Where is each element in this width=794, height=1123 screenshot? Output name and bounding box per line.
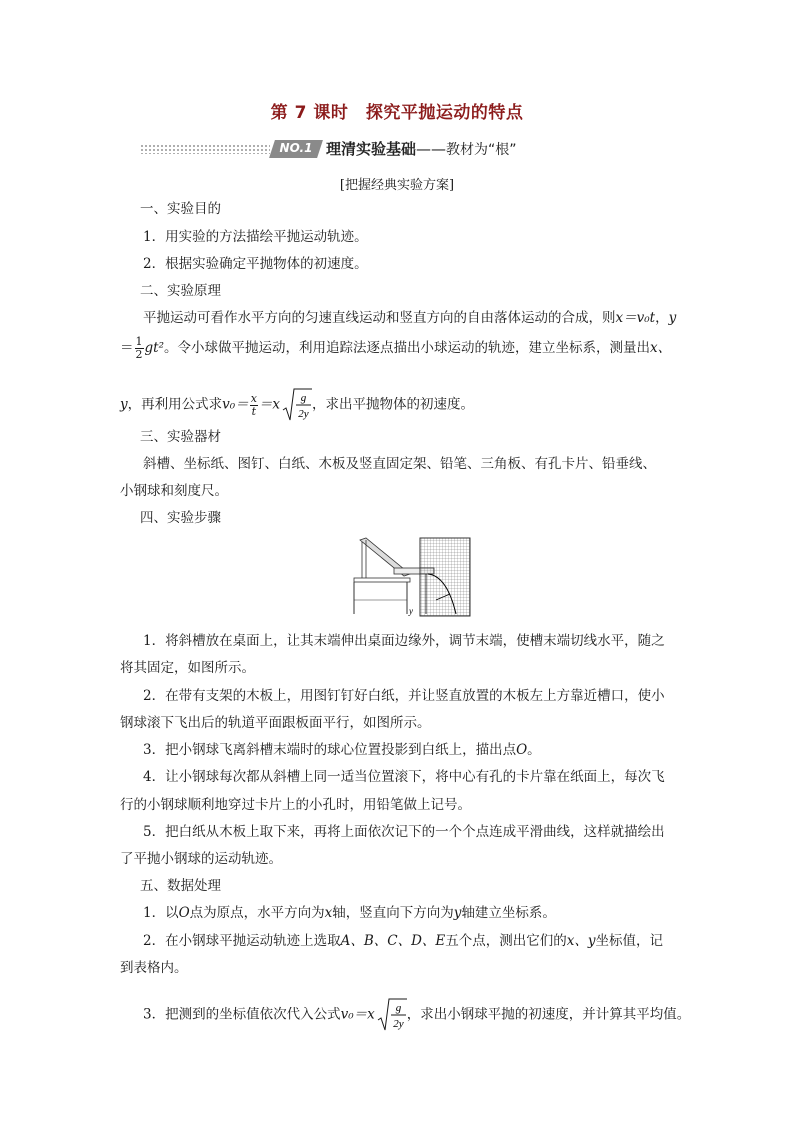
step-4-line-1: 4．让小钢球每次都从斜槽上同一适当位置滚下，将中心有孔的卡片靠在纸面上，每次飞 (143, 769, 665, 785)
figure-y-label: y (409, 606, 413, 616)
equipment-line-2: 小钢球和刻度尺。 (120, 483, 228, 499)
apparatus-figure (352, 534, 474, 620)
data-item-3-sqrt (377, 998, 407, 1032)
sqrt-numerator-g: g (300, 392, 307, 404)
fraction-half (135, 336, 144, 361)
banner-heading-sub: 教材为“根” (446, 142, 517, 158)
sqrt-denominator-2y-2: 2y (393, 1018, 404, 1030)
section-banner (140, 138, 660, 164)
banner-heading (326, 138, 517, 159)
purpose-item-1: 1．用实验的方法描绘平抛运动轨迹。 (143, 229, 368, 245)
section-heading-equipment: 三、实验器材 (140, 429, 221, 445)
data-item-1-c: 轴，竖直向下方向为 (332, 905, 454, 921)
formula-x-var: x、 (649, 340, 672, 356)
data-item-2-xy: x、y (566, 933, 596, 949)
fraction-numerator-x: x (250, 391, 257, 405)
data-item-3-v0: v₀＝x (340, 1006, 375, 1023)
section-heading-principle: 二、实验原理 (140, 283, 221, 299)
principle-text-4: ，求出平抛物体的初速度。 (312, 396, 475, 413)
data-item-2-points: A、B、C、D、E (340, 933, 446, 949)
banner-dash: —— (416, 140, 447, 158)
sqrt-denominator-2y: 2y (298, 408, 309, 420)
section-heading-purpose: 一、实验目的 (140, 201, 221, 217)
purpose-item-2: 2．根据实验确定平抛物体的初速度。 (143, 256, 368, 272)
data-item-2-line-1 (143, 932, 663, 950)
step-5-line-2: 了平抛小钢球的运动轨迹。 (120, 851, 282, 867)
principle-line-3 (120, 388, 474, 422)
section-heading-data: 五、数据处理 (140, 878, 221, 894)
equipment-line-1: 斜槽、坐标纸、图钉、白纸、木板及竖直固定架、铅笔、三角板、有孔卡片、铅垂线、 (143, 456, 656, 472)
data-item-1-b: 点为原点，水平方向为 (189, 905, 325, 921)
data-item-2-c: 坐标值，记 (595, 933, 664, 949)
formula-equals: ＝ (120, 340, 134, 356)
step-1-line-2: 将其固定，如图所示。 (120, 660, 255, 676)
step-1-line-1: 1．将斜槽放在桌面上，让其末端伸出桌面边缘外，调节末端，使槽末端切线水平，随之 (143, 633, 665, 649)
formula-equals-x: ＝x (258, 396, 281, 413)
sqrt-symbol (282, 388, 312, 422)
data-item-1-y: y (453, 905, 462, 921)
sqrt-symbol-2 (377, 998, 407, 1032)
fraction-denominator-t: t (251, 404, 256, 418)
formula-v0: v₀＝ (222, 396, 249, 413)
step-5-line-1: 5．把白纸从木板上取下来，再将上面依次记下的一个个点连成平滑曲线，这样就描绘出 (143, 824, 665, 840)
principle-line-1: 平抛运动可看作水平方向的匀速直线运动和竖直方向的自由落体运动的合成，则x＝v₀t，y (143, 310, 677, 326)
data-item-1-d: 轴建立坐标系。 (461, 905, 556, 921)
sqrt-numerator-g-2: g (395, 1002, 401, 1014)
principle-line-2 (120, 336, 671, 361)
data-item-2-a: 2．在小钢球平抛运动轨迹上选取 (143, 933, 341, 949)
step-3-end: 。 (527, 742, 541, 758)
fraction-x-over-t (250, 393, 258, 418)
formula-x: x＝v₀t (615, 310, 656, 326)
fraction-numerator: 1 (135, 335, 143, 348)
dotted-decoration (140, 144, 270, 154)
data-item-1 (143, 904, 556, 922)
principle-text-1: 平抛运动可看作水平方向的匀速直线运动和竖直方向的自由落体运动的合成，则 (143, 310, 616, 326)
data-item-2-b: 五个点，测出它们的 (445, 933, 567, 949)
principle-text-2: 。令小球做平抛运动，利用追踪法逐点描出小球运动的轨迹，建立坐标系，测量出 (163, 340, 650, 356)
data-item-1-x: x (324, 905, 333, 921)
step-3-line (143, 741, 541, 759)
formula-gt2: gt² (144, 340, 164, 356)
step-4-line-2: 行的小钢球顺利地穿过卡片上的小孔时，用铅笔做上记号。 (120, 797, 471, 813)
data-item-2-line-2: 到表格内。 (120, 960, 188, 976)
data-item-3-b: ，求出小钢球平抛的初速度，并计算其平均值。 (406, 1006, 691, 1023)
badge-label: NO.1 (279, 141, 313, 155)
step-3-text: 3．把小钢球飞离斜槽末端时的球心位置投影到白纸上，描出点 (143, 742, 517, 758)
formula-y-var-2: y (120, 396, 128, 413)
apparatus-drawing (352, 534, 474, 620)
data-item-1-a: 1．以 (143, 905, 179, 921)
banner-heading-main: 理清实验基础 (326, 140, 417, 158)
data-item-3 (143, 998, 690, 1032)
subtitle: [把握经典实验方案] (339, 178, 455, 193)
data-item-3-a: 3．把测到的坐标值依次代入公式 (143, 1006, 341, 1023)
lesson-title: 第 7 课时 探究平抛运动的特点 (270, 103, 524, 123)
sqrt-g-over-2y (282, 388, 312, 422)
point-o: O (516, 742, 528, 758)
principle-text-3: ，再利用公式求 (127, 396, 223, 413)
formula-y-var: y (668, 310, 677, 326)
step-2-line-1: 2．在带有支架的木板上，用图钉钉好白纸，并让竖直放置的木板左上方靠近槽口，使小 (143, 688, 665, 704)
step-2-line-2: 钢球滚下飞出后的轨道平面跟板面平行，如图所示。 (120, 715, 431, 731)
section-heading-steps: 四、实验步骤 (140, 510, 221, 526)
fraction-denominator: 2 (135, 348, 143, 361)
data-item-1-o: O (178, 905, 190, 921)
